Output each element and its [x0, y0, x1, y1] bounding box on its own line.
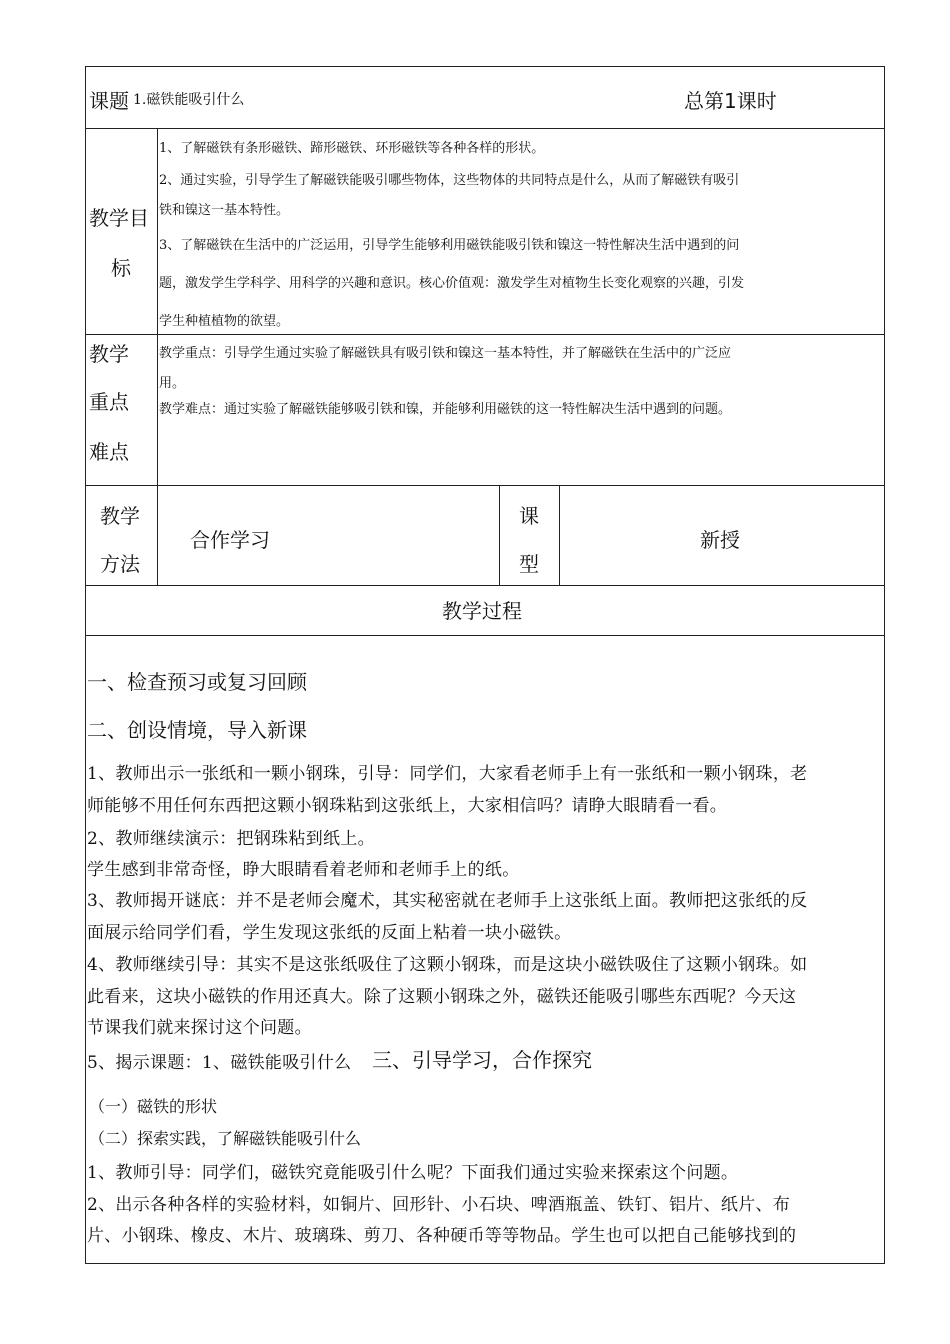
process-line: 学生感到非常奇怪，睁大眼睛看着老师和老师手上的纸。 [87, 860, 520, 880]
topic-reveal: 5、揭示课题：1、磁铁能吸引什么 [87, 1053, 352, 1073]
row-divider-1 [85, 128, 885, 129]
process-line: 3、教师揭开谜底：并不是老师会魔术，其实秘密就在老师手上这张纸上面。教师把这张纸的反 [87, 891, 808, 911]
header-label: 课题 [89, 89, 129, 113]
keypoints-label-1: 教学 [89, 342, 129, 366]
process-line: 2、出示各种各样的实验材料，如铜片、回形针、小石块、啤酒瓶盖、铁钉、铝片、纸片、布 [87, 1195, 791, 1215]
border-left [85, 66, 86, 1264]
col-divider-type-value [559, 485, 560, 585]
border-right [884, 66, 885, 1264]
period-count: 总第1课时 [684, 89, 777, 113]
sub-heading: （二）探索实践，了解磁铁能吸引什么 [89, 1129, 362, 1148]
process-line: 1、教师出示一张纸和一颗小钢珠，引导：同学们，大家看老师手上有一张纸和一颗小钢珠，老 [87, 764, 808, 784]
type-value: 新授 [700, 528, 740, 552]
section-heading: 三、引导学习，合作探究 [372, 1048, 592, 1072]
process-line: 2、教师继续演示：把钢珠粘到纸上。 [87, 829, 375, 849]
process-line: 面展示给同学们看，学生发现这张纸的反面上粘着一块小磁铁。 [87, 923, 572, 943]
col-divider-label [157, 128, 158, 586]
goal-line: 3、了解磁铁在生活中的广泛运用，引导学生能够利用磁铁能吸引铁和镍这一特性解决生活中遇到的问 [159, 238, 740, 253]
col-divider-type [499, 485, 500, 585]
section-heading: 二、创设情境，导入新课 [87, 718, 307, 742]
process-line: 节课我们就来探讨这个问题。 [87, 1018, 312, 1038]
process-line: 4、教师继续引导：其实不是这张纸吸住了这颗小钢珠，而是这块小磁铁吸住了这颗小钢珠。如 [87, 955, 808, 975]
type-label-2: 型 [519, 552, 539, 576]
sub-heading: （一）磁铁的形状 [89, 1097, 218, 1116]
process-line: 1、教师引导：同学们，磁铁究竟能吸引什么呢？下面我们通过实验来探索这个问题。 [87, 1163, 739, 1183]
goal-line: 学生种植植物的欲望。 [159, 314, 290, 329]
process-line: 此看来，这块小磁铁的作用还真大。除了这颗小钢珠之外，磁铁还能吸引哪些东西呢？今天这 [87, 987, 797, 1007]
process-line: 片、小钢珠、橡皮、木片、玻璃珠、剪刀、各种硬币等等物品。学生也可以把自己能够找到的 [87, 1226, 797, 1246]
keypoints-label-3: 难点 [89, 440, 129, 464]
row-divider-3 [85, 485, 885, 486]
lesson-title: 1.磁铁能吸引什么 [133, 92, 245, 108]
goal-line: 题，激发学生学科学、用科学的兴趣和意识。核心价值观：激发学生对植物生长变化观察的兴趣，引发 [159, 276, 745, 291]
border-top [85, 66, 885, 67]
goals-label-1: 教学目 [89, 206, 149, 230]
keypoint-line: 教学重点：引导学生通过实验了解磁铁具有吸引铁和镍这一基本特性，并了解磁铁在生活中的广泛应 [159, 346, 732, 361]
goal-line: 1、了解磁铁有条形磁铁、蹄形磁铁、环形磁铁等各种各样的形状。 [159, 141, 545, 156]
goal-line: 铁和镍这一基本特性。 [159, 203, 290, 218]
process-line: 师能够不用任何东西把这颗小钢珠粘到这张纸上，大家相信吗？请睁大眼睛看一看。 [87, 796, 728, 816]
row-divider-5 [85, 635, 885, 636]
keypoint-line: 教学难点：通过实验了解磁铁能够吸引铁和镍，并能够利用磁铁的这一特性解决生活中遇到的问题。 [159, 402, 732, 417]
method-label-2: 方法 [100, 552, 140, 576]
type-label-1: 课 [519, 504, 539, 528]
keypoint-line: 用。 [159, 376, 186, 391]
goals-label-2: 标 [111, 256, 131, 280]
goal-line: 2、通过实验，引导学生了解磁铁能吸引哪些物体，这些物体的共同特点是什么，从而了解磁铁有吸引 [159, 173, 740, 188]
method-value: 合作学习 [190, 528, 270, 552]
border-bottom [85, 1263, 885, 1264]
row-divider-4 [85, 585, 885, 586]
process-title: 教学过程 [442, 599, 522, 623]
section-heading: 一、检查预习或复习回顾 [87, 670, 307, 694]
method-label-1: 教学 [100, 504, 140, 528]
keypoints-label-2: 重点 [89, 390, 129, 414]
